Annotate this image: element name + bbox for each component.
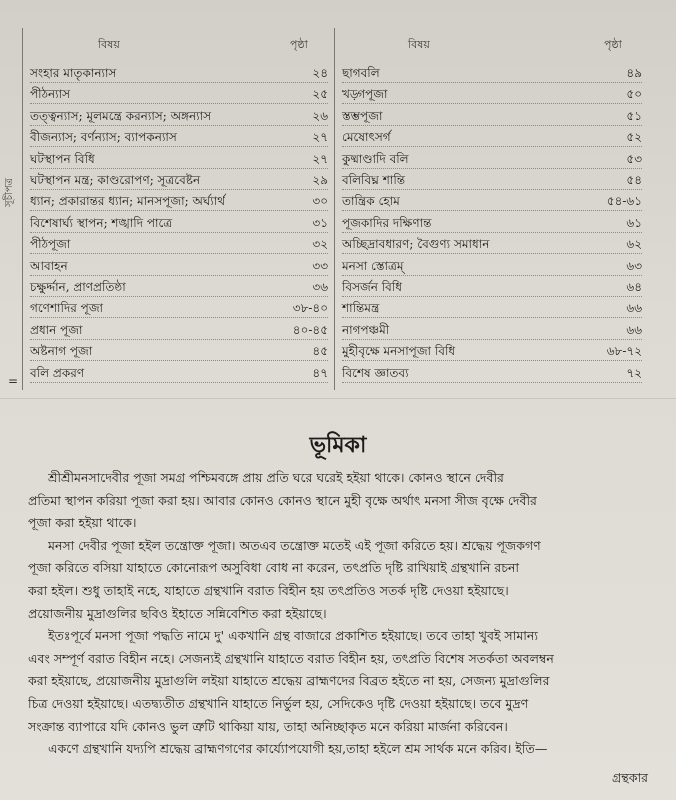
preface-line: প্রয়োজনীয় মুদ্রাগুলির ছবিও ইহাতে সন্নিবেশিত করা হইয়াছে।	[28, 605, 327, 621]
column-rule-left	[22, 28, 23, 390]
toc-entry-page: ৬৮-৭২	[606, 344, 642, 359]
right-header-subject: বিষয়	[408, 38, 430, 51]
section-divider	[0, 398, 676, 399]
toc-entry	[342, 128, 642, 147]
column-rule-middle	[334, 28, 335, 390]
preface-line: প্রতিমা স্থাপন করিয়া পূজা করা হয়। আবার কোনও কোনও স্থানে মুহী বৃক্ষে অর্থাৎ মনসা সীজ বৃক্ষে দেবীর	[28, 492, 537, 508]
toc-entry	[30, 128, 328, 147]
toc-entry-title: তত্ত্বন্যাস; মূলমন্ত্রে করন্যাস; অঙ্গন্যাস	[30, 108, 211, 123]
toc-entry-page: ২৬	[312, 108, 328, 123]
left-header-subject: বিষয়	[98, 38, 120, 51]
toc-entry-title: পূজকাদির দক্ষিণান্ত	[342, 215, 432, 230]
toc-entry	[342, 150, 642, 169]
toc-entry-title: ঘটস্থাপন বিধি	[30, 151, 95, 166]
toc-entry-title: বলিবিঘ্ন শান্তি	[342, 173, 406, 187]
toc-entry	[30, 214, 328, 233]
toc-entry-page: ৪৯	[626, 66, 642, 80]
toc-entry	[30, 321, 328, 340]
left-header-page: পৃষ্ঠা	[290, 38, 308, 51]
side-label: সূচীপত্র	[4, 178, 15, 207]
toc-entry	[342, 107, 642, 126]
toc-entry-page: ৩৬	[312, 280, 328, 294]
toc-entry	[342, 85, 642, 104]
toc-entry-title: বিসর্জন বিধি	[342, 280, 403, 294]
toc-entry	[30, 107, 328, 126]
toc-entry-title: গণেশাদির পূজা	[30, 301, 104, 316]
toc-entry-title: পীঠন্যাস	[30, 87, 71, 102]
toc-entry-page: ৩৩	[312, 258, 328, 273]
toc-entry-title: প্রধান পূজা	[30, 322, 83, 337]
preface-line: এবং সম্পূর্ণ বরাত বিহীন নহে। সেজন্যই গ্রন্থখানি যাহাতে বরাত বিহীন হয়, তৎপ্রতি বিশেষ সতর্কতা অবলম্বন	[28, 650, 554, 666]
toc-entry	[30, 257, 328, 276]
toc-entry	[342, 192, 642, 211]
toc-entry-page: ৪৭	[312, 365, 328, 380]
toc-entry	[342, 342, 642, 361]
toc-entry-title: অষ্টনাগ পূজা	[30, 344, 93, 359]
toc-entry	[30, 299, 328, 318]
toc-entry-title: অচ্ছিদ্রাবধারণ; বৈগুণ্য সমাধান	[342, 237, 490, 252]
toc-entry	[342, 278, 642, 297]
toc-entry-page: ৩৮-৪০	[292, 301, 328, 316]
toc-entry	[30, 64, 328, 83]
toc-entry	[342, 171, 642, 190]
toc-entry-page: ৬১	[626, 215, 642, 230]
toc-entry-page: ৬৬	[626, 322, 642, 337]
toc-entry-title: ছাগবলি	[342, 66, 380, 80]
toc-entry-page: ৫৪-৬১	[606, 194, 642, 209]
toc-entry-page: ৩২	[312, 237, 328, 252]
toc-entry	[30, 235, 328, 254]
preface-line: করা হইয়াছে, প্রয়োজনীয় মুদ্রাগুলি লইয়া যাহাতে শ্রদ্ধেয় ব্রাহ্মণদের বিব্রত হইতে না হয়, সেজন্য মুদ্রাগুলির	[28, 673, 550, 689]
toc-entry	[342, 257, 642, 276]
toc-entry-page: ৬৩	[626, 258, 642, 273]
preface-line: ইতঃপূর্বে মনসা পূজা পদ্ধতি নামে দু' একখানি গ্রন্থ বাজারে প্রকাশিত হইয়াছে। তবে তাহা খুবই সামান্য	[48, 628, 538, 644]
toc-entry-page: ৪৫	[312, 344, 328, 359]
toc-entry-title: মনসা স্তোত্রম্‌	[342, 258, 404, 273]
toc-entry-title: খড়্গপূজা	[342, 87, 388, 102]
toc-entry-title: সংহার মাতৃকান্যাস	[30, 66, 117, 80]
toc-entry-page: ৩০	[312, 194, 328, 209]
toc-entry-page: ৫২	[626, 130, 642, 145]
toc-entry	[342, 64, 642, 83]
preface-line: সংক্রান্ত ব্যাপারে যদি কোনও ভুল ত্রুটি থাকিয়া যায়, তাহা অনিচ্ছাকৃত মনে করিয়া মার্জনা করিবেন।	[28, 718, 508, 734]
toc-entry	[30, 364, 328, 383]
toc-entry-page: ২৫	[312, 87, 328, 102]
toc-entry	[30, 150, 328, 169]
preface-line: শ্রীশ্রীমনসাদেবীর পূজা সমগ্র পশ্চিমবঙ্গে প্রায় প্রতি ঘরে ঘরেই হইয়া থাকে। কোনও স্থানে দেবীর	[48, 470, 504, 485]
toc-entry-title: চক্ষুর্দ্দান, প্রাণপ্রতিষ্ঠা	[30, 280, 126, 294]
toc-entry	[342, 321, 642, 340]
preface-signature: গ্রন্থকার	[612, 770, 648, 785]
preface-line: একণে গ্রন্থখানি যদ্যপি শ্রদ্ধেয় ব্রাহ্মণগণের কার্য্যোপযোগী হয়,তাহা হইলে শ্রম সার্থক মনে করিব। ইতি—	[48, 741, 548, 757]
toc-entry-page: ২৭	[312, 151, 328, 166]
toc-entry-page: ২৪	[312, 66, 328, 80]
toc-entry-title: ঘটস্থাপন মন্ত্র; কাণ্ডরোপণ; সূত্রবেষ্টন	[30, 173, 201, 187]
toc-entry	[342, 299, 642, 318]
preface-line: পূজা করিতে বসিয়া যাহাতে কোনোরূপ অসুবিধা বোধ না করেন, তৎপ্রতি দৃষ্টি রাখিয়াই গ্রন্থখানি রচনা	[28, 560, 520, 576]
toc-entry-page: ৫০	[626, 87, 642, 102]
table-of-contents	[0, 0, 676, 395]
toc-entry-title: পীঠপূজা	[30, 237, 71, 252]
toc-entry-title: মুহীবৃক্ষে মনসাপূজা বিধি	[342, 344, 456, 359]
toc-entry-page: ৫৪	[626, 173, 642, 187]
toc-entry-title: বীজন্যাস; বর্ণন্যাস; ব্যাপকন্যাস	[30, 130, 177, 145]
margin-mark: =	[8, 374, 19, 388]
toc-entry-title: বিশেষার্ঘ্য স্থাপন; শঙ্খাদি পাত্রে	[30, 215, 173, 230]
toc-entry-title: বলি প্রকরণ	[30, 365, 85, 380]
preface-line: চিত্র দেওয়া হইয়াছে। এতদ্ব্যতীত গ্রন্থখানি যাহাতে নির্ভুল হয়, সেদিকেও দৃষ্টি দেওয়া হইয়াছে। তবে মুদ্রণ	[28, 696, 529, 711]
toc-entry	[30, 342, 328, 361]
toc-entry	[342, 214, 642, 233]
toc-entry-title: আবাহন	[30, 258, 68, 273]
toc-entry-title: স্তম্ভপূজা	[342, 108, 383, 123]
toc-entry-title: কুষ্মাণ্ডাদি বলি	[342, 151, 409, 166]
right-header-page: পৃষ্ঠা	[604, 38, 622, 51]
toc-entry-page: ৫৩	[626, 151, 642, 166]
toc-entry-page: ৬৬	[626, 301, 642, 316]
toc-entry-title: তান্ত্রিক হোম	[342, 194, 400, 209]
toc-entry-page: ৬২	[626, 237, 642, 252]
toc-entry-title: নাগপঞ্চমী	[342, 322, 390, 337]
preface-line: মনসা দেবীর পূজা হইল তন্ত্রোক্ত পূজা। অতএব তন্ত্রোক্ত মতেই এই পূজা করিতে হয়। শ্রদ্ধেয় পূজকগণ	[48, 537, 541, 553]
preface-title: ভূমিকা	[309, 432, 367, 458]
toc-entry	[30, 278, 328, 297]
toc-entry	[30, 85, 328, 104]
preface-line: পূজা করা হইয়া থাকে।	[28, 515, 137, 531]
toc-entry-page: ৭২	[626, 365, 642, 380]
toc-entry-page: ৫১	[626, 108, 642, 123]
toc-entry	[342, 235, 642, 254]
toc-entry-title: শান্তিমন্ত্র	[342, 301, 380, 316]
preface-line: করা হইল। শুধু তাহাই নহে, যাহাতে গ্রন্থখানি বরাত বিহীন হয় তৎপ্রতিও সতর্ক দৃষ্টি দেওয়া হইয়াছে।	[28, 583, 509, 598]
toc-entry	[30, 171, 328, 190]
toc-entry-page: ৩১	[312, 215, 328, 230]
toc-entry	[30, 192, 328, 211]
toc-entry	[342, 364, 642, 383]
toc-entry-page: ২৭	[312, 130, 328, 145]
toc-entry-page: ৪০-৪৫	[292, 322, 328, 337]
toc-entry-title: বিশেষ জ্ঞাতব্য	[342, 365, 409, 380]
toc-entry-page: ৬৪	[626, 280, 642, 294]
toc-entry-title: মেষোৎসর্গ	[342, 130, 391, 145]
toc-entry-title: ধ্যান; প্রকারান্তর ধ্যান; মানসপূজা; অর্ঘ্যার্থ	[30, 194, 225, 209]
toc-entry-page: ২৯	[312, 173, 328, 187]
